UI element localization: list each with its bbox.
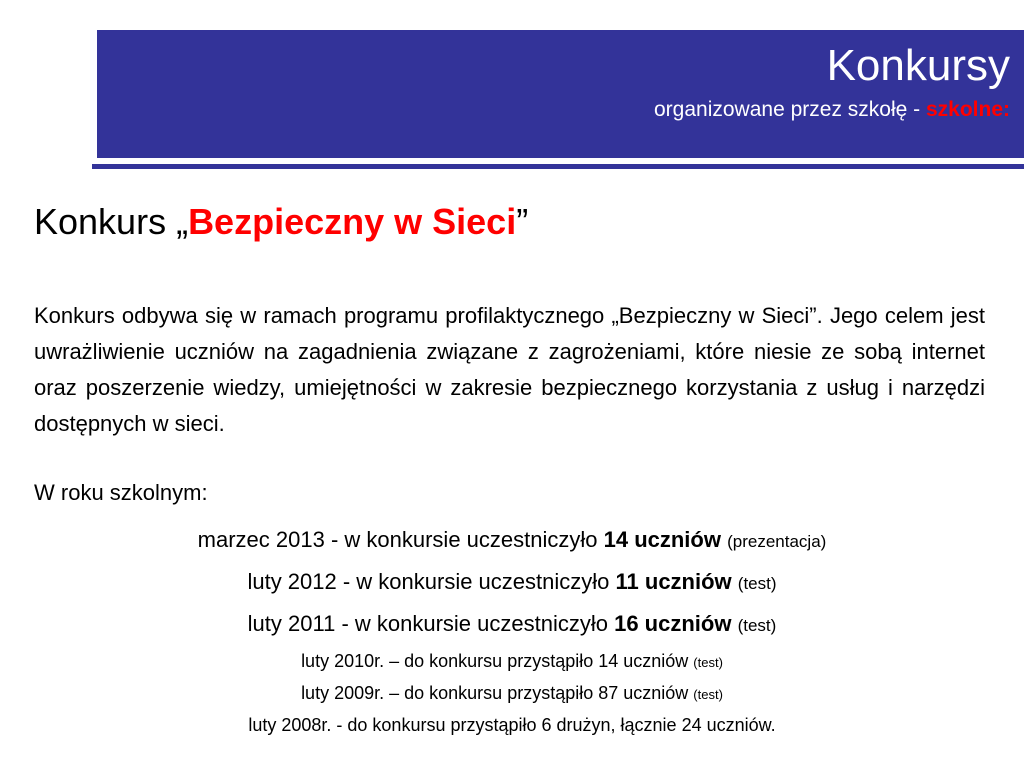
- contest-name: Bezpieczny w Sieci: [188, 201, 517, 242]
- entry-text: luty 2009r. – do konkursu przystąpiło 87 uczniów: [301, 683, 694, 703]
- entry-note: (test): [737, 616, 777, 635]
- slide-title: Konkursy: [826, 41, 1010, 90]
- slide-subtitle: [654, 97, 1010, 123]
- subtitle-text: organizowane przez szkołę -: [654, 98, 926, 121]
- entry-count: 14 uczniów: [603, 527, 721, 552]
- heading-suffix: ”: [516, 201, 529, 242]
- contest-heading: [34, 200, 528, 244]
- participation-list: [0, 520, 1024, 741]
- list-item: [0, 678, 1024, 710]
- list-item: [0, 604, 1024, 646]
- entry-text: luty 2008r. - do konkursu przystąpiło 6 drużyn, łącznie 24 uczniów.: [248, 715, 776, 735]
- subtitle-accent: szkolne:: [925, 98, 1010, 121]
- entry-note: (prezentacja): [727, 532, 827, 551]
- entry-text: luty 2011 - w konkursie uczestniczyło: [247, 611, 615, 636]
- entry-text: luty 2010r. – do konkursu przystąpiło 14 uczniów: [301, 651, 694, 671]
- list-item: [0, 646, 1024, 678]
- list-item: [0, 562, 1024, 604]
- header-divider: [92, 164, 1024, 169]
- entry-text: luty 2012 - w konkursie uczestniczyło: [247, 569, 616, 594]
- contest-description: Konkurs odbywa się w ramach programu profilaktycznego „Bezpieczny w Sieci”. Jego celem jest uwrażliwienie uczniów na zagadnienia związane z zagrożeniami, które niesie ze sobą internet oraz poszerzenie wiedzy, umiejętności w zakresie bezpiecznego korzystania z usług i narzędzi dostępnych w sieci.: [34, 303, 985, 436]
- entry-note: (test): [737, 574, 777, 593]
- entry-count: 11 uczniów: [615, 569, 732, 594]
- entry-note: (test): [693, 687, 723, 702]
- entry-count: 16 uczniów: [614, 611, 732, 636]
- school-year-label: W roku szkolnym:: [34, 480, 208, 505]
- list-item: [0, 520, 1024, 562]
- heading-prefix: Konkurs „: [34, 201, 189, 242]
- entry-note: (test): [693, 655, 723, 670]
- entry-text: marzec 2013 - w konkursie uczestniczyło: [197, 527, 604, 552]
- list-item: [0, 710, 1024, 741]
